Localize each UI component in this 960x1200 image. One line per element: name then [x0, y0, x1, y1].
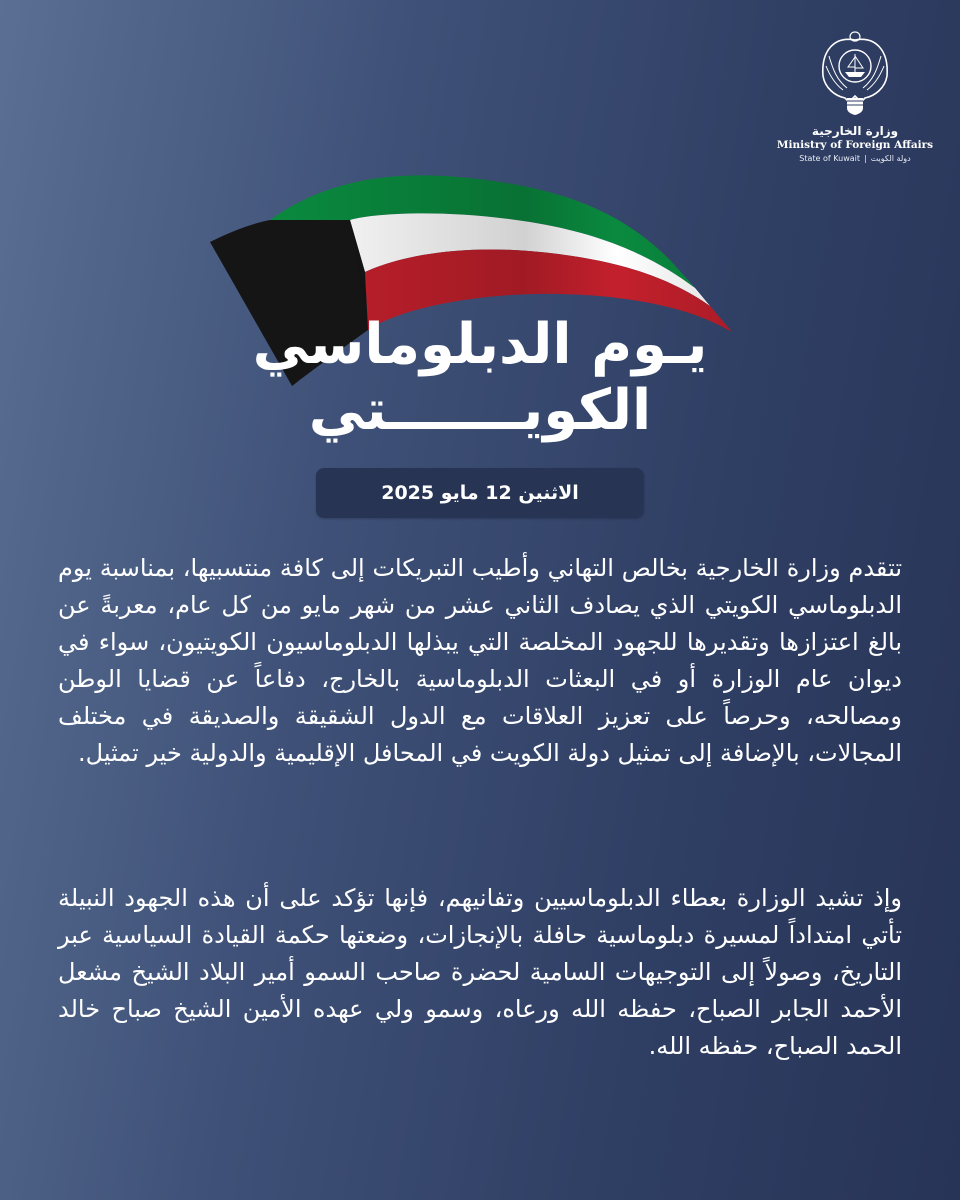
page-title: [180, 312, 780, 444]
ministry-name-arabic: وزارة الخارجية: [811, 124, 899, 138]
paragraph-1: تتقدم وزارة الخارجية بخالص التهاني وأطيب التبريكات إلى كافة منتسبيها، بمناسبة يوم الدبلوماسي الكويتي الذي يصادف الثاني عشر من شهر مايو من كل عام، معربةً عن بالغ اعتزازها وتقديرها للجهود المخلصة التي يبذلها الدبلوماسيون الكويتيون، سواء في ديوان عام الوزارة أو في البعثات الدبلوماسية بالخارج، دفاعاً عن قضايا الوطن ومصالحه، وحرصاً على تعزيز العلاقات مع الدول الشقيقة والصديقة في مختلف المجالات، بالإضافة إلى تمثيل دولة الكويت في المحافل الإقليمية والدولية خير تمثيل.: [58, 554, 902, 767]
state-name-english: State of Kuwait: [799, 154, 860, 163]
date-badge: الاثنين 12 مايو 2025: [316, 468, 644, 518]
title-line-2: الكويـــــــتي: [308, 378, 652, 443]
kuwait-state-emblem-icon: [815, 30, 895, 116]
state-line: [770, 152, 940, 166]
ministry-name-english: Ministry of Foreign Affairs: [776, 139, 934, 151]
title-line-1: يـوم الدبلوماسي: [252, 312, 708, 377]
state-separator: |: [864, 154, 867, 163]
paragraph-2: وإذ تشيد الوزارة بعطاء الدبلوماسيين وتفانيهم، فإنها تؤكد على أن هذه الجهود النبيلة تأتي امتداداً لمسيرة دبلوماسية حافلة بالإنجازات، وضعتها حكمة القيادة السياسية عبر التاريخ، وصولاً إلى التوجيهات السامية لحضرة صاحب السمو أمير البلاد الشيخ مشعل الأحمد الجابر الصباح، حفظه الله ورعاه، وسمو ولي عهده الأمين الشيخ صباح خالد الحمد الصباح، حفظه الله.: [58, 884, 902, 1060]
state-name-arabic: دولة الكويت: [870, 154, 911, 163]
ministry-logo: [770, 30, 940, 166]
